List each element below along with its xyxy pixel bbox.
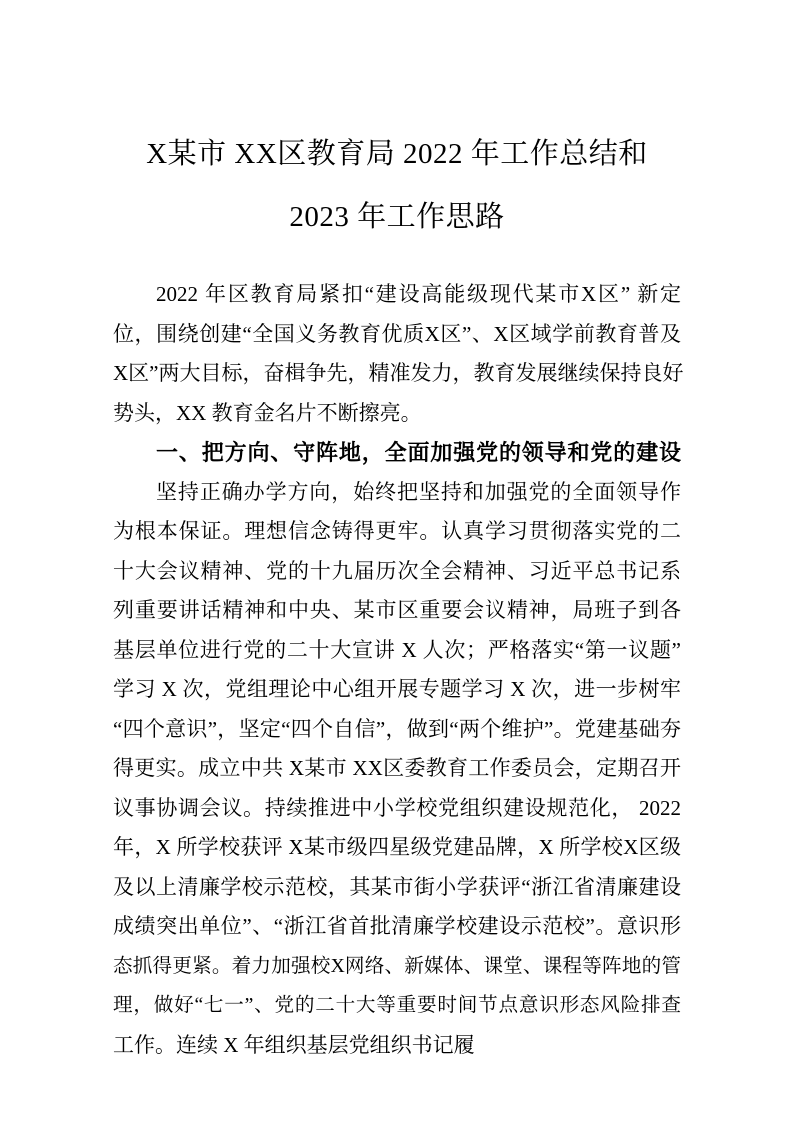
document-title <box>113 123 681 249</box>
text-line: 成绩突出单位”、“浙江省首批清廉学校建设示范校”。意识形 <box>113 914 681 938</box>
text-line: 坚持正确办学方向，始终把坚持和加强党的全面领导作 <box>156 479 681 504</box>
document-content <box>113 123 684 1065</box>
section-heading-1: 一、把方向、守阵地，全面加强党的领导和党的建设 <box>156 440 681 465</box>
paragraph-section-1 <box>113 473 681 1066</box>
text-line: 得更实。成立中共 X某市 XX区委教育工作委员会，定期召开 <box>113 756 681 780</box>
text-line: 学习 X 次，党组理论中心组开展专题学习 X 次，进一步树牢 <box>113 677 681 701</box>
text-line: 十大会议精神、党的十九届历次全会精神、习近平总书记系 <box>113 558 681 583</box>
text-line: “四个意识”，坚定“四个自信”，做到“两个维护”。党建基础夯 <box>113 716 681 741</box>
text-line: 及以上清廉学校示范校，其某市街小学获评“浙江省清廉建设 <box>113 874 681 899</box>
title-line: X某市 XX区教育局 2022 年工作总结和 <box>146 138 648 170</box>
text-line: 位，围绕创建“全国义务教育优质X区”、X区域学前教育普及 <box>113 321 681 346</box>
paragraph-intro <box>113 275 684 433</box>
text-line: 基层单位进行党的二十大宣讲 X 人次；严格落实“第一议题” <box>113 637 681 662</box>
text-line: 为根本保证。理想信念铸得更牢。认真学习贯彻落实党的二 <box>113 519 681 543</box>
text-line: X区”两大目标，奋楫争先，精准发力，教育发展继续保持良好 <box>113 361 684 385</box>
title-line: 2023 年工作思路 <box>289 201 505 233</box>
text-line: 势头，XX 教育金名片不断擦亮。 <box>113 400 422 425</box>
text-line: 态抓得更紧。着力加强校X网络、新媒体、课堂、课程等阵地的管 <box>113 955 681 977</box>
text-line: 2022 年区教育局紧扣“建设高能级现代某市X区” 新定 <box>156 282 681 306</box>
text-line: 议事协调会议。持续推进中小学校党组织建设规范化， 2022 <box>113 795 681 820</box>
text-line: 列重要讲话精神和中央、某市区重要会议精神，局班子到各 <box>113 598 681 622</box>
text-line: 年，X 所学校获评 X某市级四星级党建品牌，X 所学校X区级 <box>113 835 681 859</box>
text-line: 工作。连续 X 年组织基层党组织书记履 <box>113 1032 475 1057</box>
text-line: 理，做好“七一”、党的二十大等重要时间节点意识形态风险排查 <box>113 995 681 1016</box>
